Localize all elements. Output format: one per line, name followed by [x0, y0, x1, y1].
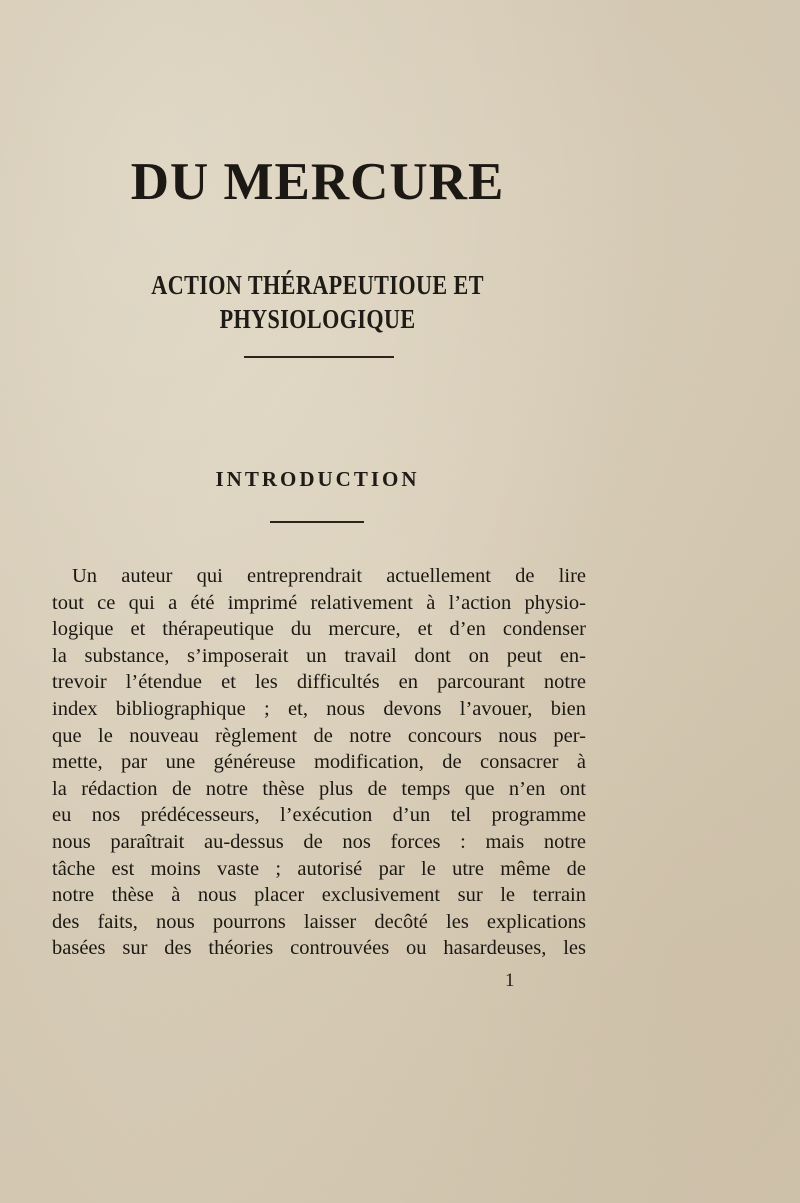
page-subtitle: ACTION THÉRAPEUTIOUE ET PHYSIOLOGIQUE	[151, 270, 484, 334]
paragraph-line: que le nouveau règlement de notre concours nous per-	[52, 724, 586, 747]
paragraph-line: trevoir l’étendue et les difficultés en parcourant notre	[52, 671, 586, 694]
paragraph-line: notre thèse à nous placer exclusivement sur le terrain	[52, 884, 586, 907]
paragraph-line: index bibliographique ; et, nous devons l’avouer, bien	[52, 697, 586, 720]
body-paragraph	[52, 563, 586, 962]
paragraph-line: logique et thérapeutique du mercure, et d’en condenser	[52, 618, 586, 641]
paragraph-line: la substance, s’imposerait un travail dont on peut en-	[52, 644, 586, 667]
paragraph-line: la rédaction de notre thèse plus de temps que n’en ont	[52, 777, 586, 800]
page-number: 1	[505, 970, 515, 991]
section-heading: INTRODUCTION	[215, 467, 420, 491]
paragraph-line: tout ce qui a été imprimé relativement à l’action physio-	[52, 591, 586, 614]
section-divider	[270, 521, 364, 523]
paragraph-line: basées sur des théories controuvées ou hasardeuses, les	[52, 937, 586, 960]
paragraph-line: eu nos prédécesseurs, l’exécution d’un tel programme	[52, 804, 586, 827]
paragraph-line: tâche est moins vaste ; autorisé par le utre même de	[52, 857, 586, 880]
paragraph-line: nous paraîtrait au-dessus de nos forces : mais notre	[52, 830, 586, 853]
paragraph-line: mette, par une généreuse modification, de consacrer à	[52, 751, 586, 774]
paragraph-line: Un auteur qui entreprendrait actuellement de lire	[72, 565, 586, 587]
paragraph-line: des faits, nous pourrons laisser decôté les explications	[52, 910, 586, 933]
page-title: DU MERCURE	[130, 153, 505, 211]
title-divider	[244, 356, 394, 358]
